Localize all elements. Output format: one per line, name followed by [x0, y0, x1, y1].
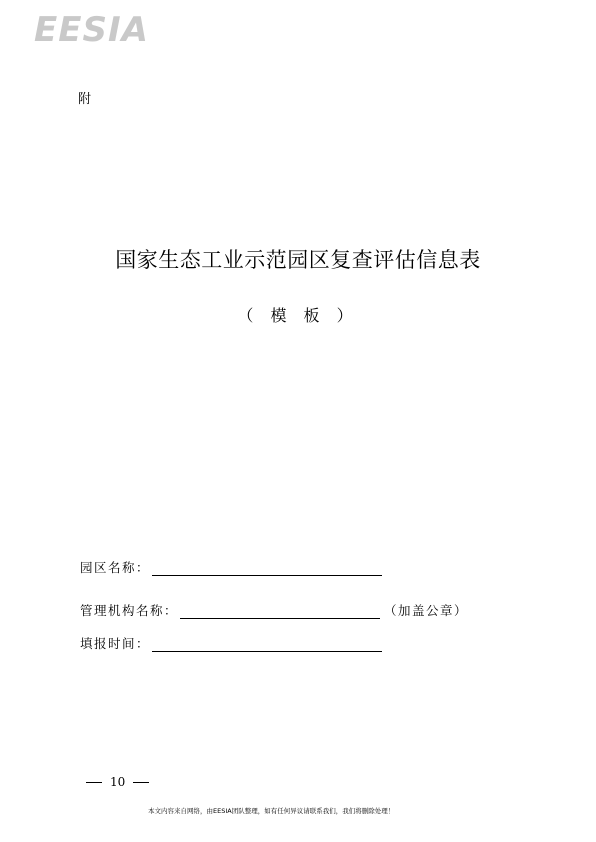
fill-date-label: 填报时间： [80, 636, 151, 651]
footer-disclaimer: 本文内容来自网络，由EESIA团队整理，如有任何异议请联系我们，我们将删除处理！ [148, 807, 395, 815]
park-name-field [80, 558, 382, 576]
fill-date-blank [152, 637, 382, 652]
attachment-label: 附 [78, 92, 92, 107]
org-name-label: 管理机构名称： [80, 603, 179, 618]
page-number [78, 775, 157, 789]
watermark-logo: EESIA [34, 10, 149, 50]
park-name-label: 园区名称： [80, 560, 151, 575]
seal-note: （加盖公章） [384, 603, 469, 618]
document-title: 国家生态工业示范园区复查评估信息表 [115, 248, 481, 272]
org-name-blank [180, 604, 380, 619]
fill-date-field [80, 634, 382, 652]
page-number-dash-right [133, 782, 149, 783]
org-name-field [80, 601, 468, 619]
document-subtitle: （ 模 板 ） [237, 306, 359, 325]
park-name-blank [152, 561, 382, 576]
page-number-dash-left [86, 782, 102, 783]
page-number-value: 10 [110, 775, 126, 789]
